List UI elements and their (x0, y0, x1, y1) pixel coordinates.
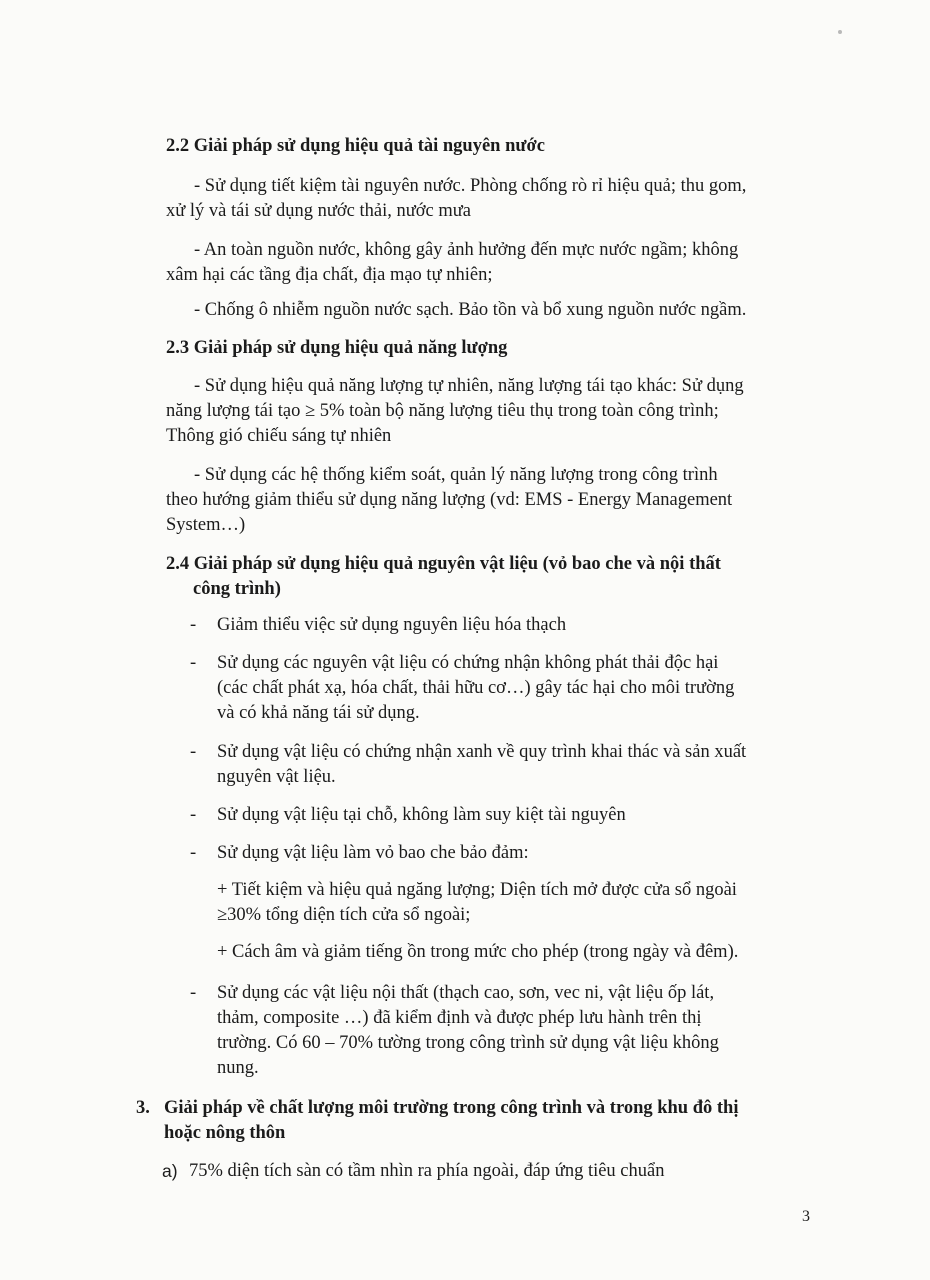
list-bullet: - (190, 983, 197, 1003)
text-line: nung. (217, 1058, 259, 1078)
list-item (217, 740, 817, 790)
text-line: Sử dụng vật liệu tại chỗ, không làm suy kiệt tài nguyên (217, 805, 626, 825)
scan-speck (838, 30, 842, 34)
heading-line: công trình) (193, 579, 281, 599)
heading-2-3: 2.3 Giải pháp sử dụng hiệu quả năng lượng (166, 338, 508, 358)
text-line: Thông gió chiếu sáng tự nhiên (166, 426, 392, 446)
text-line: - Sử dụng hiệu quả năng lượng tự nhiên, năng lượng tái tạo khác: Sử dụng (194, 376, 744, 396)
heading-line: Giải pháp về chất lượng môi trường trong công trình và trong khu đô thị (164, 1098, 739, 1118)
item-a-label: a) (162, 1161, 178, 1181)
text-line: Sử dụng các vật liệu nội thất (thạch cao, sơn, vec ni, vật liệu ốp lát, (217, 983, 715, 1003)
text-line: 75% diện tích sàn có tầm nhìn ra phía ngoài, đáp ứng tiêu chuẩn (189, 1161, 665, 1181)
text-line: xử lý và tái sử dụng nước thải, nước mưa (166, 201, 472, 221)
text-line: System…) (166, 515, 246, 535)
paragraph (166, 463, 818, 538)
text-line: Sử dụng các nguyên vật liệu có chứng nhận không phát thải độc hại (217, 653, 719, 673)
text-line: ≥30% tổng diện tích cửa sổ ngoài; (217, 905, 471, 925)
sub-item (217, 940, 817, 965)
heading-2-4 (166, 552, 818, 602)
text-line: Sử dụng vật liệu có chứng nhận xanh về quy trình khai thác và sản xuất (217, 742, 747, 762)
text-line: + Tiết kiệm và hiệu quả ngăng lượng; Diện tích mở được cửa sổ ngoài (217, 880, 737, 900)
page-number: 3 (802, 1208, 810, 1225)
heading-2-2: 2.2 Giải pháp sử dụng hiệu quả tài nguyên nước (166, 136, 545, 156)
text-line: - Sử dụng tiết kiệm tài nguyên nước. Phòng chống rò rỉ hiệu quả; thu gom, (194, 176, 747, 196)
list-item (217, 841, 817, 866)
list-bullet: - (190, 742, 197, 762)
sub-item (217, 878, 817, 928)
text-line: + Cách âm và giảm tiếng ồn trong mức cho phép (trong ngày và đêm). (217, 942, 739, 962)
list-item (217, 981, 817, 1081)
heading-3 (164, 1096, 818, 1146)
text-line: nguyên vật liệu. (217, 767, 336, 787)
paragraph (166, 238, 818, 288)
text-line: Giảm thiểu việc sử dụng nguyên liệu hóa thạch (217, 615, 567, 635)
text-line: xâm hại các tầng địa chất, địa mạo tự nhiên; (166, 265, 493, 285)
paragraph (166, 174, 818, 224)
heading-line: 2.4 Giải pháp sử dụng hiệu quả nguyên vật liệu (vỏ bao che và nội thất (166, 554, 721, 574)
section-3-number: 3. (136, 1098, 150, 1118)
paragraph (166, 298, 818, 323)
list-item (217, 651, 817, 726)
text-line: năng lượng tái tạo ≥ 5% toàn bộ năng lượng tiêu thụ trong toàn công trình; (166, 401, 719, 421)
text-line: và có khả năng tái sử dụng. (217, 703, 420, 723)
text-line: trường. Có 60 – 70% tường trong công trình sử dụng vật liệu không (217, 1033, 719, 1053)
text-line: - Chống ô nhiễm nguồn nước sạch. Bảo tồn và bổ xung nguồn nước ngầm. (194, 300, 747, 320)
list-item (217, 803, 817, 828)
heading-line: hoặc nông thôn (164, 1123, 286, 1143)
list-bullet: - (190, 805, 197, 825)
text-line: - Sử dụng các hệ thống kiểm soát, quản lý năng lượng trong công trình (194, 465, 718, 485)
text-line: - An toàn nguồn nước, không gây ảnh hưởng đến mực nước ngầm; không (194, 240, 739, 260)
text-line: (các chất phát xạ, hóa chất, thải hữu cơ…) gây tác hại cho môi trường (217, 678, 735, 698)
item-a (189, 1159, 817, 1184)
paragraph (166, 374, 818, 449)
text-line: thảm, composite …) đã kiểm định và được phép lưu hành trên thị (217, 1008, 702, 1028)
list-bullet: - (190, 653, 197, 673)
text-line: Sử dụng vật liệu làm vỏ bao che bảo đảm: (217, 843, 529, 863)
list-bullet: - (190, 615, 197, 635)
list-bullet: - (190, 843, 197, 863)
text-line: theo hướng giảm thiểu sử dụng năng lượng (vd: EMS - Energy Management (166, 490, 733, 510)
list-item (217, 613, 817, 638)
